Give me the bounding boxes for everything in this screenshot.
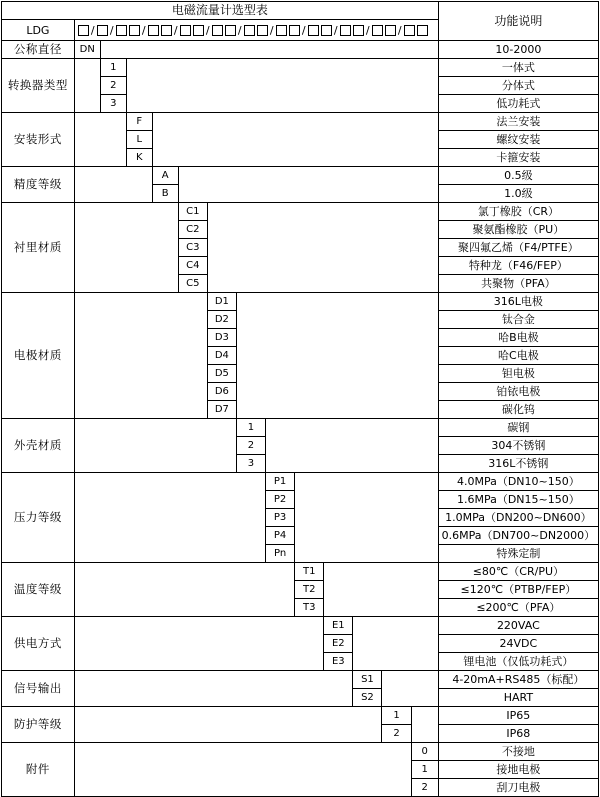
code-cell: D2 [207,311,236,329]
table-row [2,293,599,311]
code-cell: 2 [236,437,265,455]
desc-cell: 不接地 [438,743,598,761]
desc-cell: 10-2000 [438,41,598,59]
desc-cell: 碳化钨 [438,401,598,419]
spacer-cell [295,473,439,563]
table-row [2,167,599,185]
code-cell: C3 [178,239,207,257]
desc-cell: 4.0MPa（DN10~150） [438,473,598,491]
code-cell: B [152,185,178,203]
code-cell: 3 [100,95,126,113]
code-box[interactable] [129,25,140,36]
selection-table-page [0,1,600,794]
desc-cell: 特种龙（F46/FEP） [438,257,598,275]
spacer-cell [74,203,178,293]
desc-cell: 1.6MPa（DN15~150） [438,491,598,509]
code-box[interactable] [289,25,300,36]
table-row [2,203,599,221]
desc-cell: 共聚物（PFA） [438,275,598,293]
desc-cell: 316L电极 [438,293,598,311]
spacer-cell [411,707,438,743]
table-row [2,59,599,77]
desc-cell: IP68 [438,725,598,743]
code-cell: C5 [178,275,207,293]
code-box[interactable] [257,25,268,36]
code-cell: 0 [411,743,438,761]
code-box[interactable] [116,25,127,36]
spacer-cell [353,617,438,671]
desc-cell: 24VDC [438,635,598,653]
code-cell: C1 [178,203,207,221]
code-cell: D5 [207,365,236,383]
code-cell: D7 [207,401,236,419]
code-cell: 2 [411,779,438,797]
row-label-pressure-rating: 压力等级 [2,473,75,563]
code-cell: P1 [266,473,295,491]
desc-cell: 钛合金 [438,311,598,329]
code-cell: A [152,167,178,185]
row-label-temperature-rating: 温度等级 [2,563,75,617]
desc-cell: 铂铱电极 [438,383,598,401]
desc-cell: 卡箍安装 [438,149,598,167]
code-box[interactable] [321,25,332,36]
code-cell: P2 [266,491,295,509]
code-cell: D1 [207,293,236,311]
spacer-cell [74,617,323,671]
code-box[interactable] [78,25,89,36]
code-cell: E1 [324,617,353,635]
spacer-cell [382,671,438,707]
code-box[interactable] [97,25,108,36]
code-box[interactable] [276,25,287,36]
row-label-accessories: 附件 [2,743,75,797]
code-box[interactable] [225,25,236,36]
spacer-cell [100,41,438,59]
code-cell: T2 [295,581,324,599]
code-cell: D3 [207,329,236,347]
code-box[interactable] [244,25,255,36]
table-row [2,617,599,635]
code-box[interactable] [404,25,415,36]
desc-cell: 刮刀电极 [438,779,598,797]
desc-cell: 4-20mA+RS485（标配） [438,671,598,689]
table-row [2,563,599,581]
code-box[interactable] [353,25,364,36]
code-cell: 3 [236,455,265,473]
spacer-cell [74,473,265,563]
code-cell: C2 [178,221,207,239]
spacer-cell [74,419,236,473]
row-label-signal-output: 信号输出 [2,671,75,707]
row-label-power-supply: 供电方式 [2,617,75,671]
row-label-housing-material: 外壳材质 [2,419,75,473]
code-cell: 2 [100,77,126,95]
row-label-nominal-diameter: 公称直径 [2,41,75,59]
desc-cell: 聚四氟乙烯（F4/PTFE） [438,239,598,257]
row-label-electrode-material: 电极材质 [2,293,75,419]
model-prefix: LDG [2,20,75,41]
code-cell: 2 [382,725,411,743]
spacer-cell [126,59,438,113]
desc-cell: 螺纹安装 [438,131,598,149]
desc-cell: IP65 [438,707,598,725]
row-label-lining-material: 衬里材质 [2,203,75,293]
model-code-boxes [74,20,438,41]
code-cell: E2 [324,635,353,653]
code-box[interactable] [161,25,172,36]
code-cell: L [126,131,152,149]
spacer-cell [74,113,126,167]
code-box[interactable] [385,25,396,36]
desc-cell: HART [438,689,598,707]
spacer-cell [74,743,411,797]
desc-cell: 哈C电极 [438,347,598,365]
title-row [2,2,599,20]
row-label-accuracy: 精度等级 [2,167,75,203]
code-cell: 1 [411,761,438,779]
spacer-cell [266,419,439,473]
model-code-pattern: / / / / / / / / / / / [75,20,438,40]
spacer-cell [324,563,438,617]
desc-cell: 特殊定制 [438,545,598,563]
spacer-cell [74,563,294,617]
spacer-cell [74,707,382,743]
spec-table [1,1,599,797]
desc-cell: 316L不锈钢 [438,455,598,473]
desc-cell: 304不锈钢 [438,437,598,455]
code-box[interactable] [148,25,159,36]
code-cell: C4 [178,257,207,275]
spacer-cell [207,203,438,293]
code-cell: Pn [266,545,295,563]
row-label-protection-rating: 防护等级 [2,707,75,743]
code-box[interactable] [212,25,223,36]
table-row [2,41,599,59]
code-cell: P4 [266,527,295,545]
spacer-cell [152,113,438,167]
desc-cell: 0.6MPa（DN700~DN2000） [438,527,598,545]
desc-cell: ≤200℃（PFA） [438,599,598,617]
code-cell: T1 [295,563,324,581]
desc-cell: ≤80℃（CR/PU） [438,563,598,581]
code-cell: P3 [266,509,295,527]
spacer-cell [74,293,207,419]
code-cell: S1 [353,671,382,689]
spacer-cell [74,59,100,113]
desc-cell: 氯丁橡胶（CR） [438,203,598,221]
spacer-cell [178,167,438,203]
code-box[interactable] [417,25,428,36]
desc-cell: ≤120℃（PTBP/FEP） [438,581,598,599]
page-title: 电磁流量计选型表 [2,2,439,20]
table-row [2,113,599,131]
code-box[interactable] [340,25,351,36]
code-cell: 1 [100,59,126,77]
code-cell: D4 [207,347,236,365]
code-cell: D6 [207,383,236,401]
desc-cell: 锂电池（仅低功耗式） [438,653,598,671]
function-desc-header: 功能说明 [438,2,598,41]
spacer-cell [236,293,438,419]
desc-cell: 低功耗式 [438,95,598,113]
desc-cell: 一体式 [438,59,598,77]
code-cell-dn: DN [74,41,100,59]
row-label-converter-type: 转换器类型 [2,59,75,113]
code-box[interactable] [193,25,204,36]
spacer-cell [74,167,152,203]
desc-cell: 哈B电极 [438,329,598,347]
desc-cell: 1.0MPa（DN200~DN600） [438,509,598,527]
desc-cell: 法兰安装 [438,113,598,131]
table-row [2,707,599,725]
desc-cell: 接地电极 [438,761,598,779]
desc-cell: 聚氨酯橡胶（PU） [438,221,598,239]
row-label-install-type: 安装形式 [2,113,75,167]
code-box[interactable] [372,25,383,36]
table-row [2,743,599,761]
code-cell: F [126,113,152,131]
desc-cell: 碳钢 [438,419,598,437]
code-cell: T3 [295,599,324,617]
code-box[interactable] [180,25,191,36]
code-cell: K [126,149,152,167]
desc-cell: 0.5级 [438,167,598,185]
code-cell: S2 [353,689,382,707]
code-cell: 1 [382,707,411,725]
spacer-cell [74,671,353,707]
code-cell: 1 [236,419,265,437]
code-cell: E3 [324,653,353,671]
table-row [2,419,599,437]
table-row [2,671,599,689]
code-box[interactable] [308,25,319,36]
table-row [2,473,599,491]
desc-cell: 钽电极 [438,365,598,383]
desc-cell: 分体式 [438,77,598,95]
desc-cell: 220VAC [438,617,598,635]
desc-cell: 1.0级 [438,185,598,203]
